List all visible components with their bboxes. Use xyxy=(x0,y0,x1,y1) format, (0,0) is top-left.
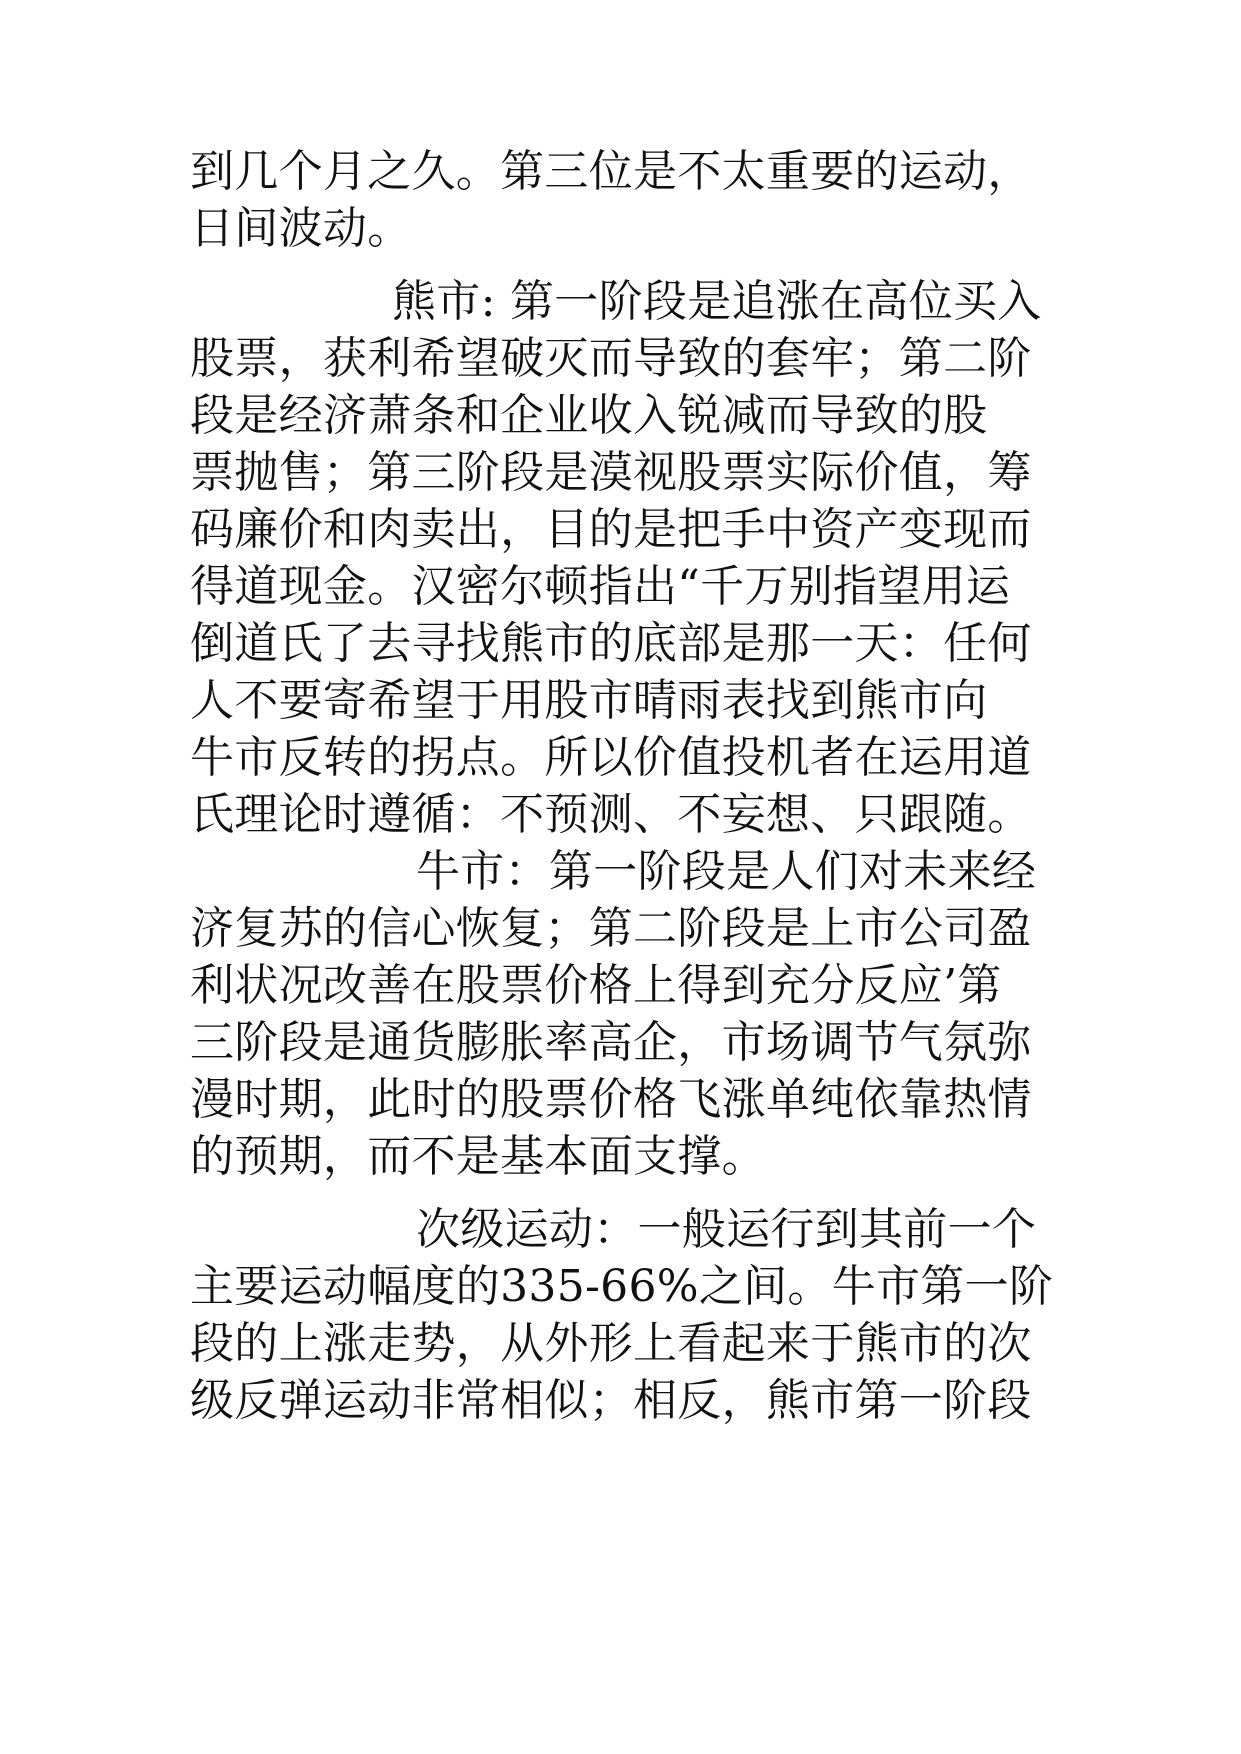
text-line: 股票，获利希望破灭而导致的套牢；第二阶 xyxy=(190,333,1032,384)
text-line: 得道现金。汉密尔顿指出“千万别指望用运 xyxy=(190,561,1011,612)
text-line: 氏理论时遵循：不预测、不妄想、只跟随。 xyxy=(190,789,1032,840)
text-line: 日间波动。 xyxy=(190,203,412,254)
text-line: 漫时期，此时的股票价格飞涨单纯依靠热情 xyxy=(190,1074,1032,1125)
text-line: 利状况改善在股票价格上得到充分反应’第 xyxy=(190,960,1002,1011)
text-line: 三阶段是通货膨胀率高企，市场调节气氛弥 xyxy=(190,1017,1032,1068)
paragraph-secondary-movement-start: 次级运动：一般运行到其前一个 xyxy=(416,1204,1037,1255)
body-text xyxy=(190,143,1090,1429)
paragraph-bull-market-start: 牛市：第一阶段是人们对未来经 xyxy=(416,846,1037,897)
text-line: 段的上涨走势，从外形上看起来于熊市的次 xyxy=(190,1318,1032,1369)
text-line: 的预期，而不是基本面支撑。 xyxy=(190,1131,766,1182)
text-line: 码廉价和肉卖出，目的是把手中资产变现而 xyxy=(190,504,1032,555)
text-line: 牛市反转的拐点。所以价值投机者在运用道 xyxy=(190,732,1032,783)
text-line: 主要运动幅度的335-66%之间。牛市第一阶 xyxy=(190,1261,1054,1312)
text-line: 段是经济萧条和企业收入锐减而导致的股 xyxy=(190,390,988,441)
text-line: 人不要寄希望于用股市晴雨表找到熊市向 xyxy=(190,675,988,726)
text-line: 票抛售；第三阶段是漠视股票实际价值，筹 xyxy=(190,447,1032,498)
text-line: 级反弹运动非常相似；相反，熊市第一阶段 xyxy=(190,1375,1032,1426)
text-line: 倒道氏了去寻找熊市的底部是那一天：任何 xyxy=(190,618,1032,669)
paragraph-bear-market-start: 熊市: 第一阶段是追涨在高位买入 xyxy=(392,276,1042,327)
text-line: 济复苏的信心恢复；第二阶段是上市公司盈 xyxy=(190,903,1032,954)
text-line: 到几个月之久。第三位是不太重要的运动， xyxy=(190,146,1032,197)
